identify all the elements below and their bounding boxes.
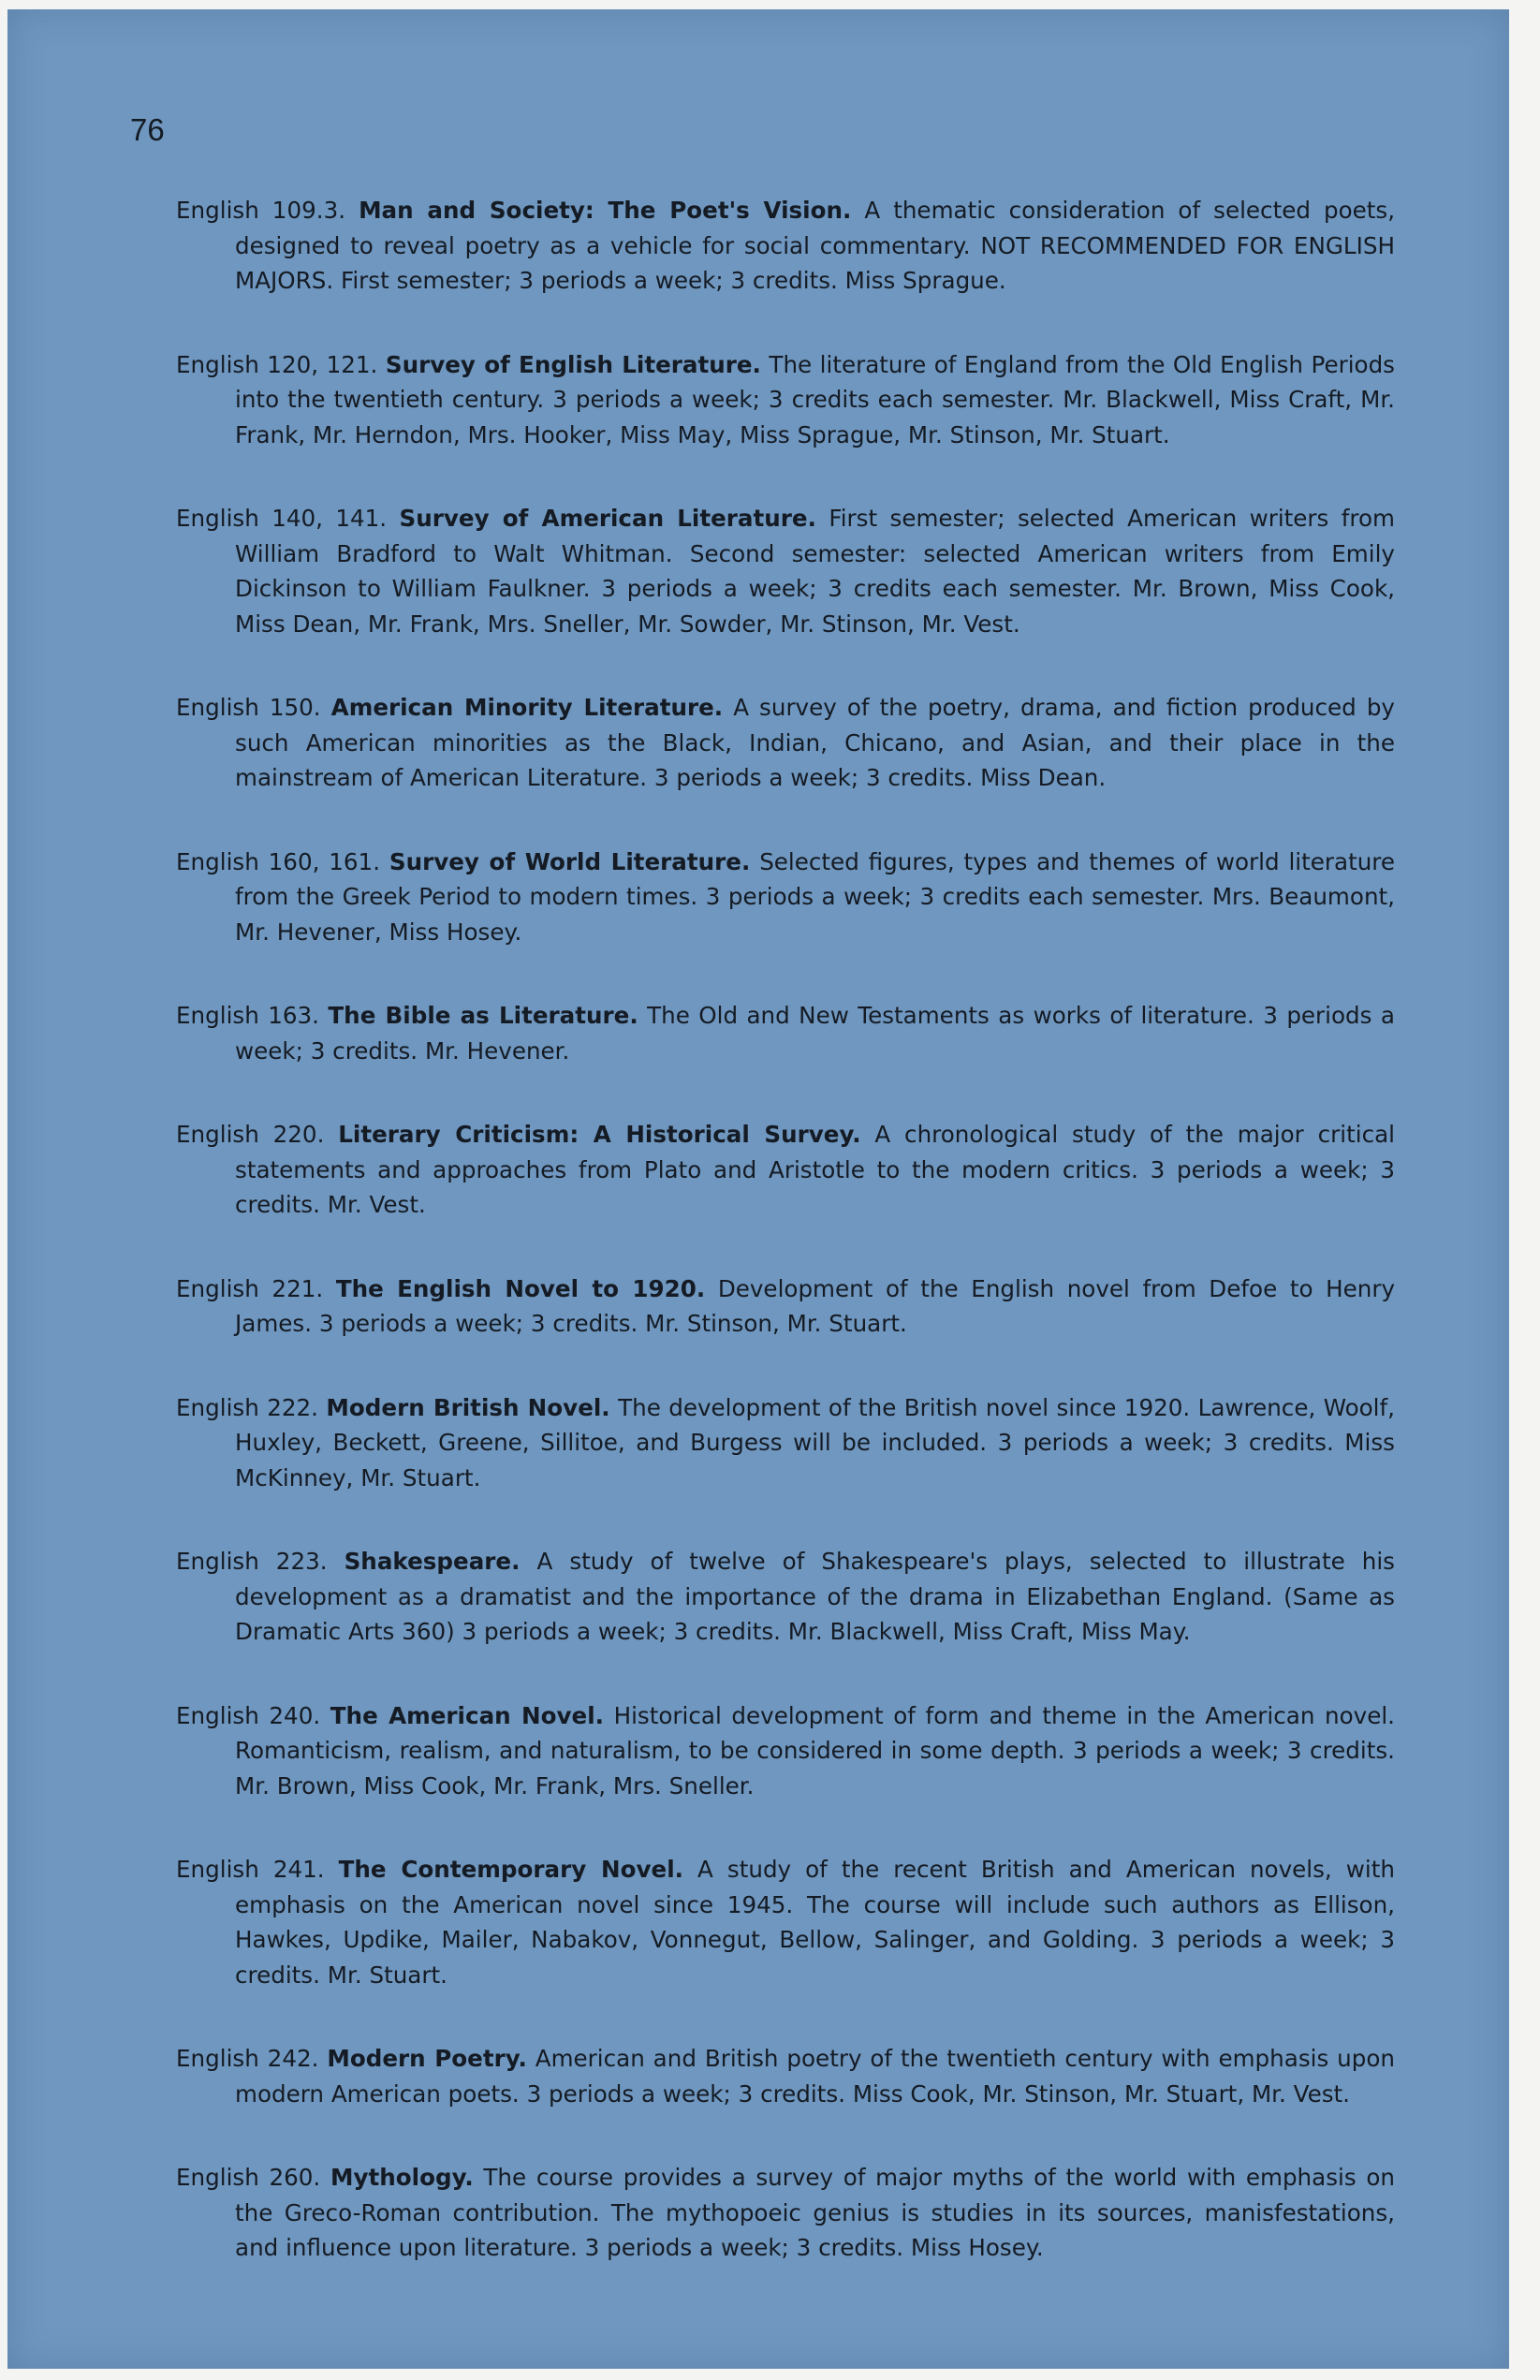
course-description: The development of the British novel since 1920. Lawrence, Woolf, Huxley, Beckett, Greene, Sillitoe, and Burgess will be included. 3 periods a week; 3 credits. Miss McKinney, Mr. Stuart. bbox=[235, 1393, 1395, 1491]
course-title: Literary Criticism: A Historical Survey. bbox=[338, 1121, 861, 1148]
course-title: Survey of English Literature. bbox=[385, 350, 761, 378]
course-code: English 241. bbox=[176, 1856, 325, 1883]
page-number: 76 bbox=[130, 112, 165, 147]
course-entry-english-160-161 bbox=[176, 845, 1395, 950]
course-description: The literature of England from the Old English Periods into the twentieth century. 3 periods a week; 3 credits each semester. Mr. Blackwell, Miss Craft, Mr. Frank, Mr. Herndon, Mrs. Hooker, Miss May, Miss Sprague, Mr. Stinson, Mr. Stuart. bbox=[235, 350, 1395, 448]
course-title: Survey of American Literature. bbox=[399, 505, 816, 532]
course-title: Survey of World Literature. bbox=[389, 847, 751, 875]
course-description: A thematic consideration of selected poets, designed to reveal poetry as a vehicle for social commentary. NOT RECOMMENDED FOR ENGLISH MAJORS. First semester; 3 periods a week; 3 credits. Miss Sprague. bbox=[235, 197, 1396, 294]
course-entry-english-241 bbox=[176, 1852, 1395, 1992]
course-entry-english-109-3 bbox=[176, 193, 1395, 299]
course-title: American Minority Literature. bbox=[330, 694, 724, 721]
course-title: The English Novel to 1920. bbox=[335, 1274, 706, 1302]
course-entry-english-221 bbox=[176, 1271, 1395, 1342]
course-code: English 221. bbox=[176, 1274, 324, 1302]
course-code: English 260. bbox=[176, 2164, 321, 2191]
course-description: First semester; selected American writers from William Bradford to Walt Whitman. Second semester: selected American writers from Emily Dickinson to William Faulkner. 3 periods a week; 3 credits each semester. Mr. Brown, Miss Cook, Miss Dean, Mr. Frank, Mrs. Sneller, Mr. Sowder, Mr. Stinson, Mr. Vest. bbox=[235, 505, 1395, 638]
course-code: English 222. bbox=[176, 1393, 318, 1421]
course-description: The course provides a survey of major myths of the world with emphasis on the Greco-Roman contribution. The mythopoeic genius is studies in its sources, manisfestations, and influence upon literature. 3 periods a week; 3 credits. Miss Hosey. bbox=[235, 2164, 1395, 2261]
course-entry-english-150 bbox=[176, 690, 1395, 796]
course-code: English 109.3. bbox=[176, 197, 346, 224]
course-entry-english-140-141 bbox=[176, 501, 1395, 641]
course-code: English 240. bbox=[176, 1701, 321, 1729]
course-entry-english-242 bbox=[176, 2041, 1395, 2111]
course-entry-english-163 bbox=[176, 998, 1395, 1068]
course-code: English 242. bbox=[176, 2045, 319, 2072]
course-entry-english-120-121 bbox=[176, 347, 1395, 453]
course-description: Selected figures, types and themes of world literature from the Greek Period to modern times. 3 periods a week; 3 credits each semester. Mrs. Beaumont, Mr. Hevener, Miss Hosey. bbox=[235, 847, 1395, 946]
course-entry-english-220 bbox=[176, 1117, 1395, 1223]
course-title: Shakespeare. bbox=[344, 1548, 521, 1575]
course-description: The Old and New Testaments as works of literature. 3 periods a week; 3 credits. Mr. Hevener. bbox=[235, 1002, 1395, 1065]
course-code: English 160, 161. bbox=[176, 847, 381, 875]
course-description: American and British poetry of the twentieth century with emphasis upon modern American poets. 3 periods a week; 3 credits. Miss Cook, Mr. Stinson, Mr. Stuart, Mr. Vest. bbox=[235, 2045, 1395, 2108]
course-entry-english-223 bbox=[176, 1544, 1395, 1650]
course-description: A survey of the poetry, drama, and fiction produced by such American minorities as the Black, Indian, Chicano, and Asian, and their place in the mainstream of American Literature. 3 periods a week; 3 credits. Miss Dean. bbox=[235, 694, 1395, 791]
course-code: English 150. bbox=[176, 694, 321, 721]
course-title: The American Novel. bbox=[330, 1701, 604, 1729]
course-description: A study of the recent British and American novels, with emphasis on the American novel since 1945. The course will include such authors as Ellison, Hawkes, Updike, Mailer, Nabakov, Vonnegut, Bellow, Salinger, and Golding. 3 periods a week; 3 credits. Mr. Stuart. bbox=[235, 1856, 1395, 1989]
course-title: Mythology. bbox=[330, 2164, 474, 2191]
course-code: English 223. bbox=[176, 1548, 328, 1575]
course-description: Development of the English novel from Defoe to Henry James. 3 periods a week; 3 credits. Mr. Stinson, Mr. Stuart. bbox=[235, 1274, 1395, 1337]
course-title: Modern Poetry. bbox=[327, 2045, 527, 2072]
course-title: The Bible as Literature. bbox=[328, 1002, 638, 1029]
course-code: English 220. bbox=[176, 1121, 325, 1148]
catalog-page bbox=[7, 9, 1509, 2369]
course-title: Modern British Novel. bbox=[326, 1393, 610, 1421]
course-list bbox=[176, 193, 1395, 2314]
course-code: English 163. bbox=[176, 1002, 319, 1029]
course-entry-english-222 bbox=[176, 1390, 1395, 1496]
course-description: Historical development of form and theme in the American novel. Romanticism, realism, and naturalism, to be considered in some depth. 3 periods a week; 3 credits. Mr. Brown, Miss Cook, Mr. Frank, Mrs. Sneller. bbox=[235, 1701, 1395, 1800]
course-description: A chronological study of the major critical statements and approaches from Plato and Aristotle to the modern critics. 3 periods a week; 3 credits. Mr. Vest. bbox=[235, 1121, 1395, 1218]
course-code: English 120, 121. bbox=[176, 350, 378, 378]
course-entry-english-240 bbox=[176, 1698, 1395, 1804]
course-entry-english-260 bbox=[176, 2160, 1395, 2266]
course-title: Man and Society: The Poet's Vision. bbox=[359, 197, 852, 224]
course-code: English 140, 141. bbox=[176, 505, 388, 532]
course-description: A study of twelve of Shakespeare's plays, selected to illustrate his development as a dramatist and the importance of the drama in Elizabethan England. (Same as Dramatic Arts 360) 3 periods a week; 3 credits. Mr. Blackwell, Miss Craft, Miss May. bbox=[235, 1548, 1395, 1645]
course-title: The Contemporary Novel. bbox=[338, 1856, 684, 1883]
